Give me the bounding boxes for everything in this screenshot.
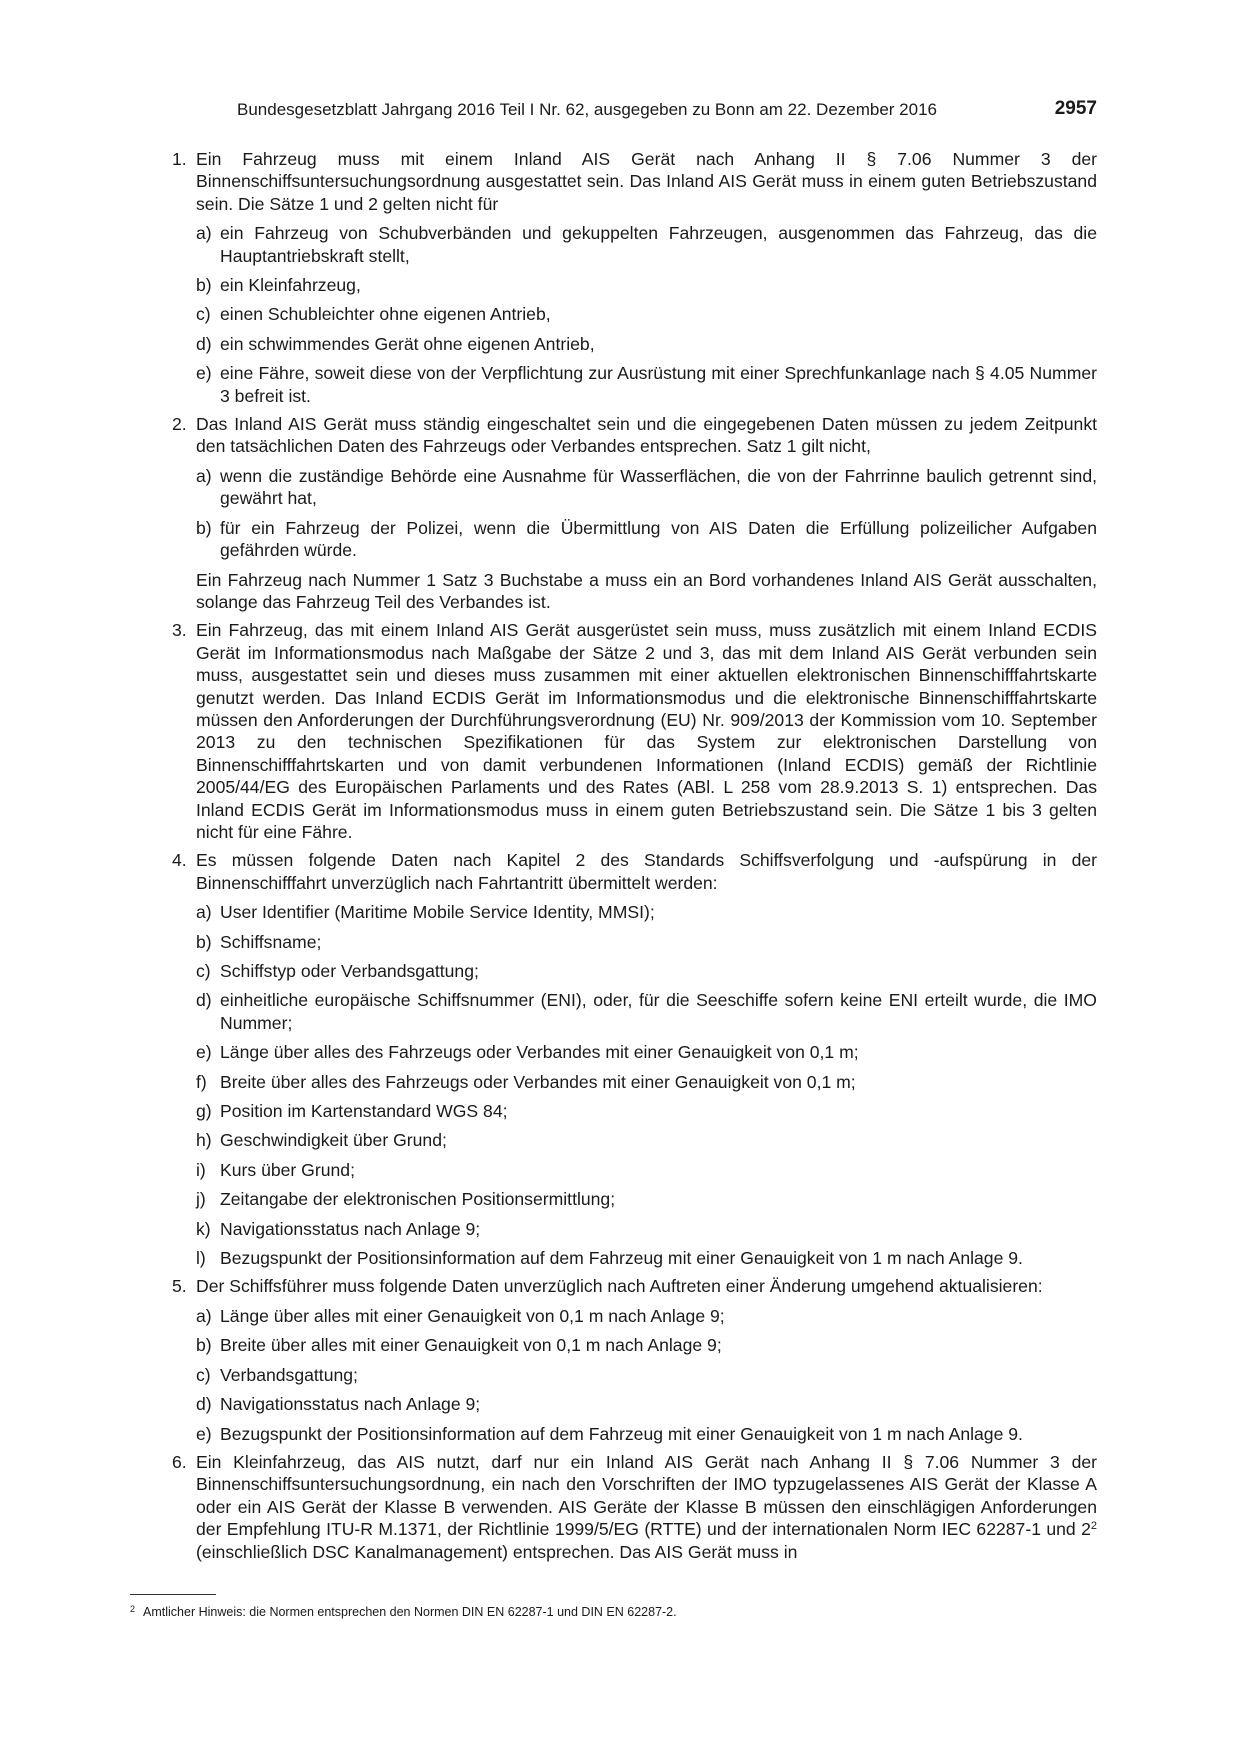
item-text: Ein Fahrzeug, das mit einem Inland AIS Gerät ausgerüstet sein muss, muss zusätzlich mit einem Inland ECDIS Gerät im Informationsmodus nach Maßgabe der Sätze 2 und 3, das mit dem Inland AIS Gerät verbunden sein muss, ausgestattet sein und dieses muss zusammen mit einer aktuellen elektronischen Binnenschifffahrtskarte genutzt werden. Das Inland ECDIS Gerät im Informationsmodus und die elektronische Binnenschifffahrtskarte müssen den Anforderungen der Durchführungsverordnung (EU) Nr. 909/2013 der Kommission vom 10. September 2013 zu den technischen Spezifikationen für das System zur elektronischen Darstellung von Binnenschifffahrtskarten und von damit verbundenen Informationen (Inland ECDIS) gemäß der Richtlinie 2005/44/EG des Europäischen Parlaments und des Rates (ABl. L 258 vom 28.9.2013 S. 1) entsprechen. Das Inland ECDIS Gerät im Informationsmodus muss in einem guten Betriebszustand sein. Die Sätze 1 bis 3 gelten nicht für eine Fähre. — [196, 620, 1097, 842]
sub-item-text: einheitliche europäische Schiffsnummer (ENI), oder, für die Seeschiffe sofern keine ENI erteilt wurde, die IMO Nummer; — [220, 990, 1097, 1033]
sub-item-text: Geschwindigkeit über Grund; — [220, 1130, 447, 1151]
sub-item-label: j) — [196, 1189, 206, 1210]
sub-item — [196, 274, 1097, 296]
sub-item-label: a) — [196, 465, 212, 486]
sub-item — [196, 1041, 1097, 1063]
sub-item-text: Länge über alles des Fahrzeugs oder Verbandes mit einer Genauigkeit von 0,1 m; — [220, 1042, 859, 1063]
sub-item-text: Länge über alles mit einer Genauigkeit von 0,1 m nach Anlage 9; — [220, 1305, 725, 1326]
sub-item-label: e) — [196, 1423, 212, 1444]
sub-item — [196, 1334, 1097, 1356]
list-item — [172, 1451, 1097, 1563]
sub-item-text: Navigationsstatus nach Anlage 9; — [220, 1218, 481, 1239]
sub-item-label: d) — [196, 990, 212, 1011]
sub-item — [196, 1393, 1097, 1415]
sub-item-label: k) — [196, 1218, 211, 1239]
sub-item-label: b) — [196, 275, 212, 296]
sub-item — [196, 1159, 1097, 1181]
sub-item-label: b) — [196, 517, 212, 538]
item-number: 5. — [172, 1276, 187, 1297]
sub-item-text: Navigationsstatus nach Anlage 9; — [220, 1394, 481, 1415]
document-body — [172, 148, 1097, 1569]
sub-item-label: l) — [196, 1248, 206, 1269]
sub-item — [196, 960, 1097, 982]
running-head: Bundesgesetzblatt Jahrgang 2016 Teil I Nr. 62, ausgegeben zu Bonn am 22. Dezember 2016 — [237, 100, 937, 119]
sub-item-label: i) — [196, 1159, 206, 1180]
sub-item-text: Bezugspunkt der Positionsinformation auf dem Fahrzeug mit einer Genauigkeit von 1 m nach Anlage 9. — [220, 1248, 1023, 1269]
sub-item — [196, 303, 1097, 325]
footnote — [130, 1601, 677, 1620]
sub-item-text: Schiffstyp oder Verbandsgattung; — [220, 961, 479, 981]
sub-item — [196, 901, 1097, 923]
sub-item-label: e) — [196, 363, 212, 384]
sub-item — [196, 1071, 1097, 1093]
sub-item-text: User Identifier (Maritime Mobile Service Identity, MMSI); — [220, 902, 655, 923]
sub-item-text: Kurs über Grund; — [220, 1159, 355, 1180]
sub-item — [196, 1188, 1097, 1210]
item-number: 3. — [172, 620, 187, 641]
item-number: 6. — [172, 1451, 187, 1472]
item-trailing-text: Ein Fahrzeug nach Nummer 1 Satz 3 Buchstabe a muss ein an Bord vorhandenes Inland AIS Gerät ausschalten, solange das Fahrzeug Teil des Verbandes ist. — [196, 569, 1097, 612]
sub-item-label: h) — [196, 1130, 212, 1151]
page-number: 2957 — [1054, 98, 1097, 119]
item-text: Das Inland AIS Gerät muss ständig eingeschaltet sein und die eingegebenen Daten müssen zu jedem Zeitpunkt den tatsächlichen Daten des Fahrzeugs oder Verbandes entsprechen. Satz 1 gilt nicht, — [196, 414, 1097, 457]
item-text — [196, 1451, 1097, 1563]
sub-item-text: wenn die zuständige Behörde eine Ausnahme für Wasserflächen, die von der Fahrrinne baulich getrennt sind, gewährt hat, — [220, 465, 1097, 509]
item-number: 2. — [172, 414, 187, 435]
sub-item — [196, 362, 1097, 407]
sub-item-label: e) — [196, 1042, 212, 1063]
page-header — [237, 100, 1097, 124]
sub-item-label: a) — [196, 902, 212, 923]
list-item — [172, 619, 1097, 843]
sub-item-label: c) — [196, 304, 211, 325]
sub-item — [196, 1100, 1097, 1122]
list-item — [172, 849, 1097, 1269]
item-text-part: (einschließlich DSC Kanalmanagement) entsprechen. Das AIS Gerät muss in — [196, 1541, 798, 1562]
sub-item — [196, 465, 1097, 510]
sub-item-label: a) — [196, 223, 212, 244]
item-text-part: Ein Kleinfahrzeug, das AIS nutzt, darf nur ein Inland AIS Gerät nach Anhang II § 7.06 Nummer 3 der Binnenschiffsuntersuchungsordnung, ein nach den Vorschriften der IMO typzugelassenes AIS Gerät der Klasse A oder ein AIS Gerät der Klasse B verwenden. AIS Geräte der Klasse B müssen den einschlägigen Anforderungen der Empfehlung ITU-R M.1371, der Richtlinie 1999/5/EG (RTTE) und der internationalen Norm IEC 62287-1 und 2 — [196, 1451, 1097, 1540]
sub-item-label: g) — [196, 1101, 212, 1122]
sub-item-text: Position im Kartenstandard WGS 84; — [220, 1101, 508, 1122]
sub-item-label: c) — [196, 1364, 211, 1385]
footnote-divider — [130, 1594, 216, 1595]
sub-item-label: d) — [196, 1394, 212, 1415]
sub-item-text: ein Fahrzeug von Schubverbänden und gekuppelten Fahrzeugen, ausgenommen das Fahrzeug, das die Hauptantriebskraft stellt, — [220, 223, 1097, 266]
item-text: Es müssen folgende Daten nach Kapitel 2 des Standards Schiffsverfolgung und -aufspürung in der Binnenschifffahrt unverzüglich nach Fahrtantritt übermittelt werden: — [196, 850, 1097, 893]
item-number: 4. — [172, 850, 187, 871]
sub-item-text: Breite über alles mit einer Genauigkeit von 0,1 m nach Anlage 9; — [220, 1335, 722, 1356]
sub-item — [196, 517, 1097, 562]
item-text: Der Schiffsführer muss folgende Daten unverzüglich nach Auftreten einer Änderung umgehend aktualisieren: — [196, 1276, 1043, 1297]
sub-item-text: eine Fähre, soweit diese von der Verpflichtung zur Ausrüstung mit einer Sprechfunkanlage nach § 4.05 Nummer 3 befreit ist. — [220, 363, 1097, 406]
sub-item-text: für ein Fahrzeug der Polizei, wenn die Übermittlung von AIS Daten die Erfüllung polizeilicher Aufgaben gefährden würde. — [220, 517, 1097, 561]
sub-item-label: a) — [196, 1305, 212, 1326]
sub-item-text: Zeitangabe der elektronischen Positionsermittlung; — [220, 1189, 616, 1210]
sub-item — [196, 333, 1097, 355]
sub-item-text: Verbandsgattung; — [220, 1364, 358, 1385]
sub-item-label: b) — [196, 1335, 212, 1356]
sub-item — [196, 1423, 1097, 1445]
sub-item-text: einen Schubleichter ohne eigenen Antrieb, — [220, 304, 551, 325]
sub-item — [196, 1218, 1097, 1240]
sub-item-text: ein schwimmendes Gerät ohne eigenen Antrieb, — [220, 333, 595, 354]
item-text: Ein Fahrzeug muss mit einem Inland AIS Gerät nach Anhang II § 7.06 Nummer 3 der Binnenschiffsuntersuchungsordnung ausgestattet sein. Das Inland AIS Gerät muss in einem guten Betriebszustand sein. Die Sätze 1 und 2 gelten nicht für — [196, 149, 1097, 214]
sub-item — [196, 1129, 1097, 1151]
sub-item — [196, 1247, 1097, 1269]
footnote-reference[interactable]: 2 — [1090, 1520, 1097, 1533]
list-item — [172, 413, 1097, 613]
list-item — [172, 148, 1097, 407]
sub-item — [196, 1364, 1097, 1386]
sub-item-text: ein Kleinfahrzeug, — [220, 275, 361, 296]
sub-item — [196, 931, 1097, 953]
sub-item — [196, 1305, 1097, 1327]
sub-item-text: Schiffsname; — [220, 931, 322, 952]
footnote-mark: 2 — [130, 1604, 136, 1614]
sub-item-label: d) — [196, 333, 212, 354]
sub-item — [196, 989, 1097, 1034]
list-item — [172, 1275, 1097, 1444]
sub-item-text: Bezugspunkt der Positionsinformation auf dem Fahrzeug mit einer Genauigkeit von 1 m nach Anlage 9. — [220, 1423, 1023, 1444]
item-number: 1. — [172, 149, 187, 169]
sub-item-label: c) — [196, 961, 211, 981]
sub-item-text: Breite über alles des Fahrzeugs oder Verbandes mit einer Genauigkeit von 0,1 m; — [220, 1071, 856, 1092]
sub-item-label: f) — [196, 1071, 207, 1092]
footnote-text: Amtlicher Hinweis: die Normen entsprechen den Normen DIN EN 62287-1 und DIN EN 62287-2. — [143, 1605, 677, 1619]
sub-item-label: b) — [196, 931, 212, 952]
sub-item — [196, 222, 1097, 267]
